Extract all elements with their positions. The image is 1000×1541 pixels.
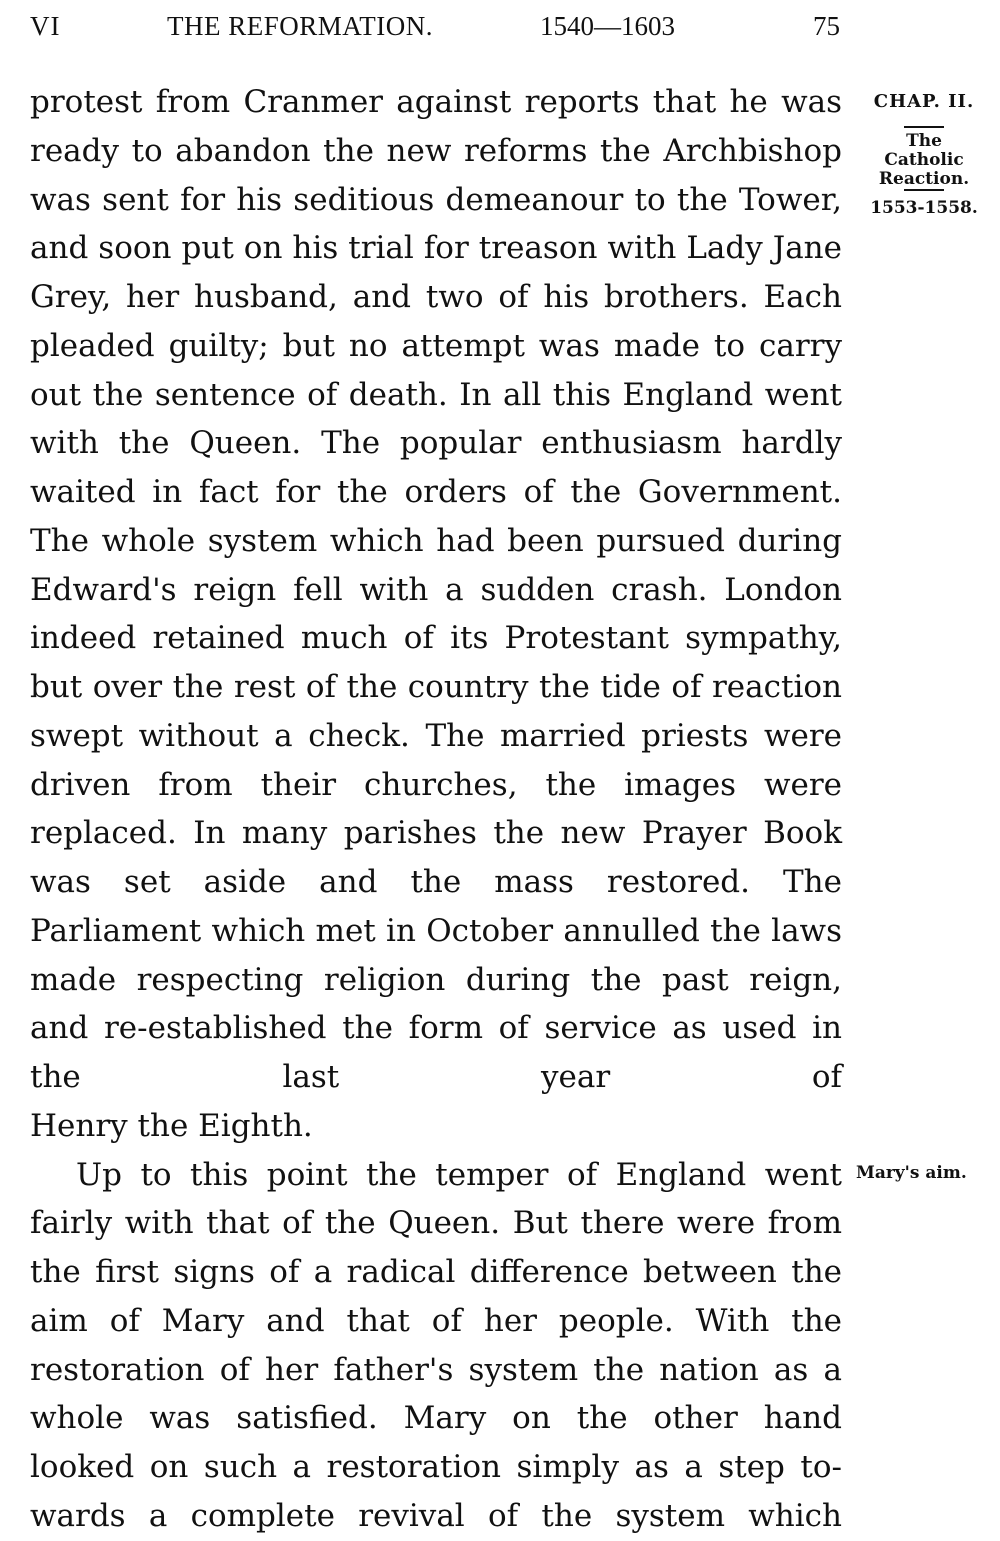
margin-rule-top [904, 126, 944, 128]
chapter-number: VI [30, 11, 61, 41]
page-number: 75 [813, 11, 840, 41]
body-text [30, 78, 842, 1541]
chapter-label: CHAP. II. [873, 91, 975, 112]
side-dates: 1553-1558. [870, 198, 978, 218]
paragraph-1-text: protest from Cranmer against reports that he was ready to abandon the new reforms the Archbishop was sent for his seditious demeanour to the Tower, and soon put on his trial for treason with Lady Jane Grey, her husband, and two of his brothers. Each pleaded guilty; but no attempt was made to carry out the sentence of death. In all this England went with the Queen. The popular enthusiasm hardly waited in fact for the orders of the Government. The whole system which had been pursued during Edward's reign fell with a sudden crash. London indeed retained much of its Protestant sympathy, but over the rest of the country the tide of reaction swept without a check. The married priests were driven from their churches, the images were replaced. In many parishes the new Prayer Book was set aside and the mass restored. The Parliament which met in October annulled the laws made respecting religion during the past reign, and re-established the form of service as used in the last year of [30, 84, 842, 1095]
paragraph-1 [30, 78, 842, 1102]
paragraph-2: Up to this point the temper of England went fairly with that of the Queen. But there were from the first signs of a radical difference between the aim of Mary and that of her people. With the restoration of her father's system the nation as a whole was satisfied. Mary on the other hand looked on such a restoration simply as a step to-wards a complete revival of the system which [30, 1156, 842, 1534]
paragraph-1-last-line: Henry the Eighth. [30, 1107, 313, 1144]
margin-notes [856, 78, 992, 219]
date-range: 1540—1603 [540, 11, 675, 41]
side-topic-line-3: Reaction. [878, 169, 970, 189]
side-topic-line-1: The [906, 131, 942, 151]
margin-rule-bottom [904, 189, 944, 191]
running-title: THE REFORMATION. [167, 11, 434, 41]
side-topic [856, 132, 992, 189]
side-note-marys-aim: Mary's aim. [856, 1163, 967, 1183]
running-header [30, 8, 842, 48]
side-topic-line-2: Catholic [884, 150, 964, 170]
